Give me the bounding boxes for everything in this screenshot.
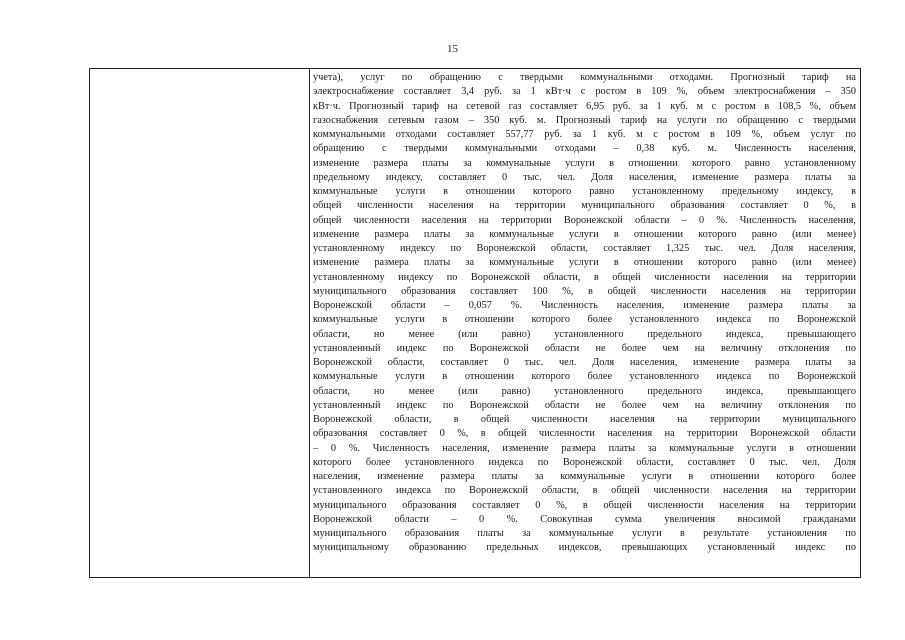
body-line-12: изменение размера платы за коммунальные услуги в отношении которого равно (или менее) xyxy=(313,228,856,240)
body-line-21: Воронежской области, составляет 0 тыс. чел. Доля населения, изменение размера платы за xyxy=(313,357,856,368)
body-line-16: муниципального образования составляет 100 %, в общей численности населения на территории xyxy=(313,285,856,297)
body-line-31: муниципального образования составляет 0 %, в общей численности населения на территории xyxy=(313,499,856,511)
body-line-09: коммунальные услуги в отношении которого равно установленному предельному индексу, в xyxy=(313,186,856,197)
body-line-24: установленный индекс по Воронежской области не более чем на величину отклонения по xyxy=(313,399,856,411)
body-line-20: установленный индекс по Воронежской области не более чем на величину отклонения по xyxy=(313,342,856,354)
body-line-33: муниципального образования платы за коммунальные услуги в результате установления по xyxy=(313,528,856,539)
body-line-04: газоснабжения сетевым газом – 350 куб. м. Прогнозный тариф на услуги по обращению с твердыми xyxy=(313,114,856,126)
table-frame xyxy=(89,68,861,578)
body-line-14: изменение размера платы за коммунальные услуги в отношении которого равно (или менее) xyxy=(313,257,856,269)
body-line-10: общей численности населения на территории муниципального образования составляет 0 %, в xyxy=(313,200,856,212)
body-line-28: которого более установленного индекса по Воронежской области, составляет 0 тыс. чел. Доля xyxy=(313,456,856,468)
body-line-15: установленному индексу по Воронежской области, в общей численности населения на территории xyxy=(313,271,856,283)
body-line-02: электроснабжение составляет 3,4 руб. за 1 кВт·ч с ростом в 109 %, объем электроснабжения – 350 xyxy=(313,86,856,98)
body-line-13: установленному индексу по Воронежской области, составляет 1,325 тыс. чел. Доля населения, xyxy=(313,243,856,254)
body-line-18: коммунальные услуги в отношении которого более установленного индекса по Воронежской xyxy=(313,314,856,326)
body-line-26: образования составляет 0 %, в общей численности населения на территории Воронежской области xyxy=(313,428,856,440)
body-line-27: – 0 %. Численность населения, изменение размера платы за коммунальные услуги в отношении xyxy=(313,442,856,454)
body-line-25: Воронежской области, в общей численности населения на территории муниципального xyxy=(313,414,856,425)
body-line-11: общей численности населения на территории Воронежской области – 0 %. Численность населения, xyxy=(313,214,856,226)
body-line-30: установленного индекса по Воронежской области, в общей численности населения на территории xyxy=(313,485,856,497)
body-line-05: коммунальными отходами составляет 557,77 руб. за 1 куб. м с ростом в 109 %, объем услуг по xyxy=(313,129,856,140)
body-line-22: коммунальные услуги в отношении которого более установленного индекса по Воронежской xyxy=(313,371,856,383)
body-line-29: населения, изменение размера платы за коммунальные услуги в отношении которого более xyxy=(313,471,856,482)
body-line-01: учета), услуг по обращению с твердыми коммунальными отходами. Прогнозный тариф на xyxy=(313,72,856,83)
body-line-34: муниципальному образованию предельных индексов, превышающих установленный индекс по xyxy=(313,542,856,554)
body-line-07: изменение размера платы за коммунальные услуги в отношении которого равно установленному xyxy=(313,157,856,169)
body-line-06: обращению с твердыми коммунальными отходами – 0,38 куб. м. Численность населения, xyxy=(313,143,856,155)
body-line-03: кВт·ч. Прогнозный тариф на сетевой газ составляет 6,95 руб. за 1 куб. м с ростом в 108,5 %, объем xyxy=(313,100,856,112)
table-right-cell xyxy=(310,69,860,577)
table-left-cell xyxy=(90,69,310,577)
page-number: 15 xyxy=(447,43,458,55)
body-line-17: Воронежской области – 0,057 %. Численность населения, изменение размера платы за xyxy=(313,300,856,311)
body-line-19: области, но менее (или равно) установленного предельного индекса, превышающего xyxy=(313,328,856,340)
body-line-08: предельному индексу, составляет 0 тыс. чел. Доля населения, изменение размера платы за xyxy=(313,171,856,183)
body-line-32: Воронежской области – 0 %. Совокупная сумма увеличения вносимой гражданами xyxy=(313,513,856,525)
body-line-23: области, но менее (или равно) установленного предельного индекса, превышающего xyxy=(313,385,856,397)
